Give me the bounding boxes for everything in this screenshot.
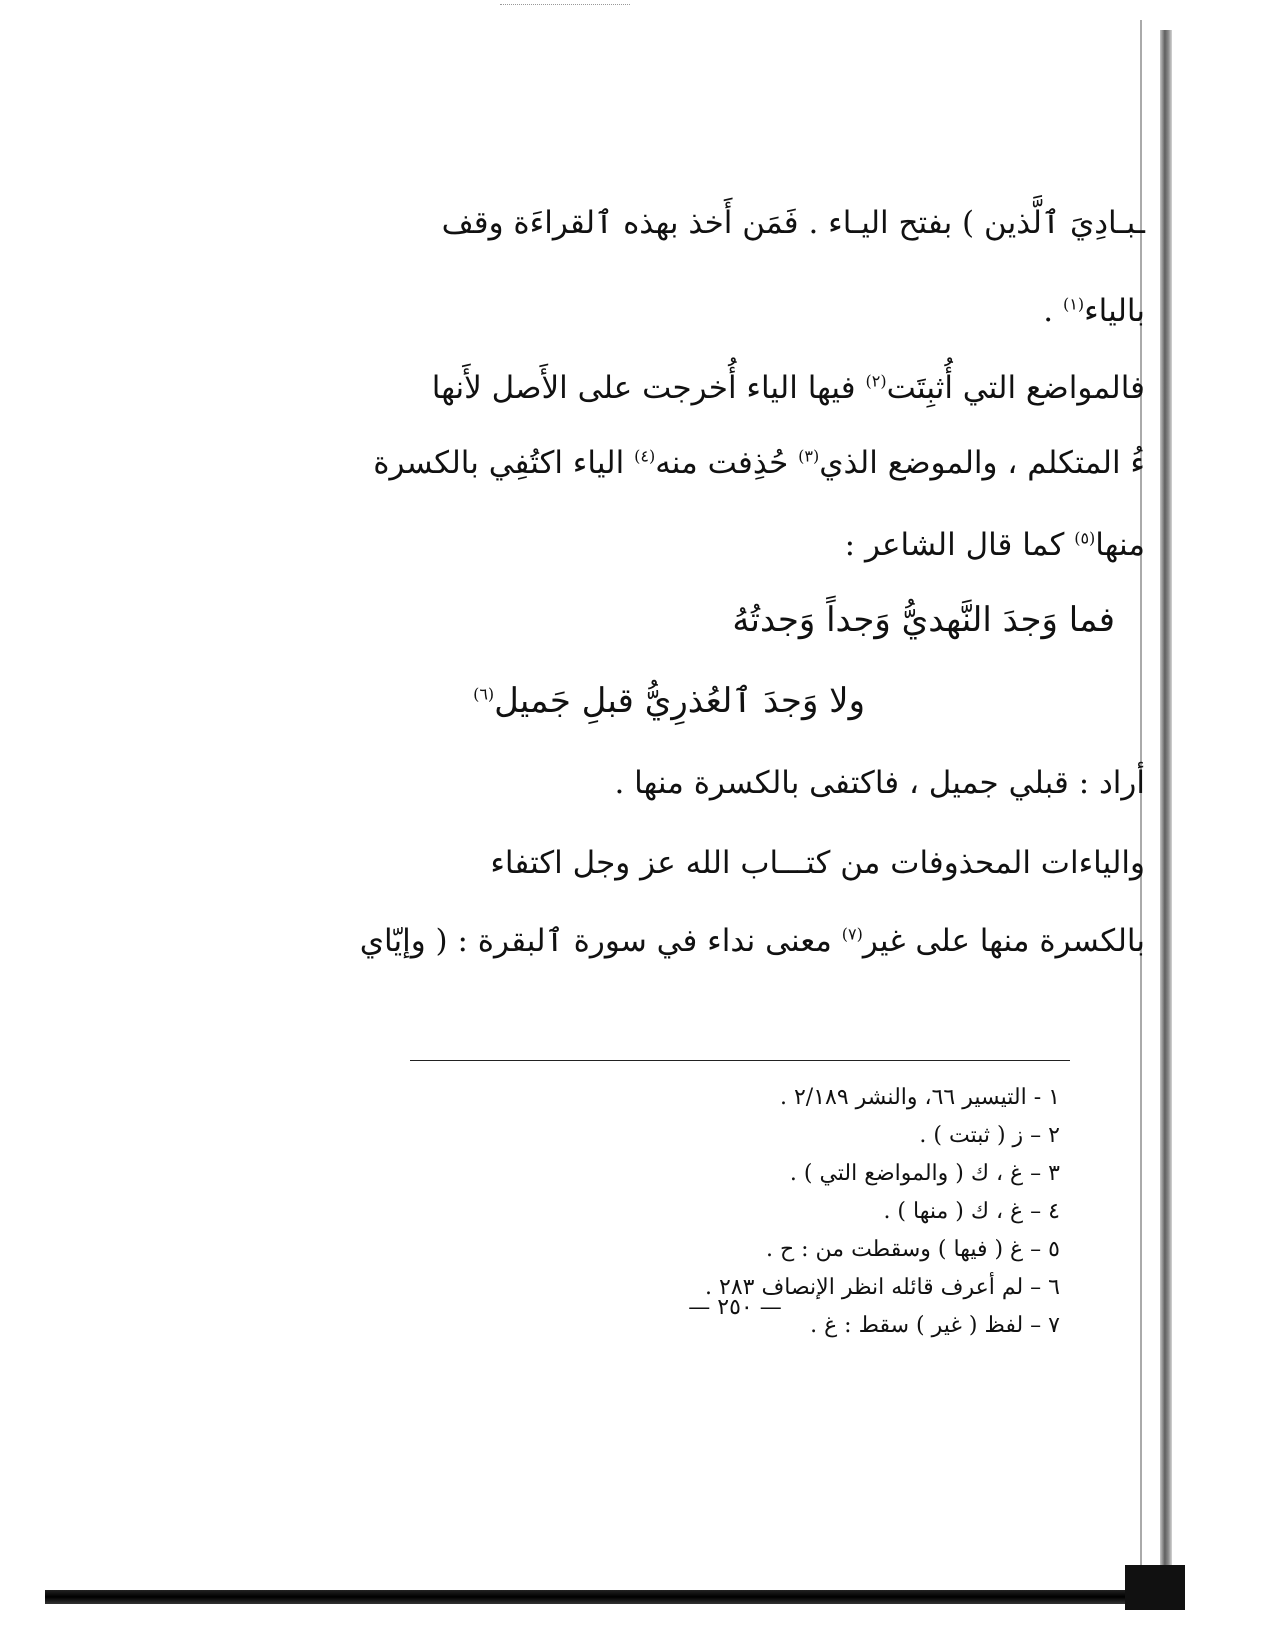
footnote-6: ٦ – لم أعرف قائله انظر الإنصاف ٢٨٣ . — [705, 1275, 1060, 1300]
text-line-6 — [614, 765, 1145, 801]
text-segment: ولا وَجدَ ٱلعُذرِيُّ قبلِ جَميل — [494, 681, 865, 721]
footnote-ref-3: (٣) — [798, 446, 820, 466]
text-segment: بالكسرة منها على غير — [862, 923, 1145, 959]
binding-edge — [1160, 30, 1172, 1590]
poem-verse-1-text: فما وَجدَ النَّهديُّ وَجداً وَجدتُهُ — [732, 600, 1115, 640]
text-segment: ء — [1084, 293, 1099, 329]
text-segment: منها — [1095, 527, 1145, 563]
poem-verse-1 — [732, 600, 1115, 640]
footnote-ref-1: (١) — [1063, 294, 1085, 314]
footnote-ref-2: (٢) — [865, 371, 887, 391]
text-line-6-content: أراد : قبلي جميل ، فاكتفى بالكسرة منها . — [614, 765, 1145, 801]
footnote-1: ١ - التيسير ٦٦، والنشر ٢/١٨٩ . — [779, 1085, 1060, 1110]
footnote-ref-4: (٤) — [634, 446, 656, 466]
text-line-3 — [432, 370, 1145, 406]
binding-edge-line — [1140, 20, 1142, 1600]
footnote-ref-7: (٧) — [841, 924, 863, 944]
binding-bottom-bar — [45, 1590, 1165, 1604]
text-line-1 — [442, 205, 1145, 241]
text-line-8 — [360, 923, 1145, 959]
text-segment: ءُ المتكلم ، والموضع الذي — [819, 445, 1145, 481]
binding-corner — [1125, 1565, 1185, 1610]
text-segment: . — [1043, 293, 1063, 329]
scan-top-mark — [500, 4, 630, 7]
page-number: — ٢٥٠ — — [688, 1295, 782, 1320]
text-segment: الياء اكتُفِي بالكسرة — [373, 445, 635, 481]
text-segment: باليا — [1098, 293, 1145, 329]
footnote-7: ٧ – لفظ ( غير ) سقط : غ . — [810, 1313, 1060, 1338]
text-line-1-content: ـبـادِيَ ٱلَّذين ) بفتح اليـاء . فَمَن أَخذ بهذه ٱلقراءَة وقف — [441, 205, 1145, 241]
footnote-ref-5: (٥) — [1074, 528, 1096, 548]
text-line-7 — [490, 845, 1145, 881]
text-segment: فالمواضع التي أُثبِتَت — [886, 370, 1145, 406]
footnote-5: ٥ – غ ( فيها ) وسقطت من : ح . — [765, 1237, 1060, 1262]
footnote-separator — [410, 1060, 1070, 1061]
text-segment: فيها الياء أُخرجت على الأَصل لأَنها — [431, 370, 866, 406]
footnote-3: ٣ – غ ، ك ( والمواضع التي ) . — [789, 1161, 1060, 1186]
footnote-ref-6: (٦) — [473, 684, 495, 704]
text-line-4 — [373, 445, 1145, 481]
text-segment: حُذِفت منه — [655, 445, 799, 481]
text-segment: معنى نداء في سورة ٱلبقرة : ( وإيّاي — [359, 923, 842, 959]
text-line-5 — [845, 527, 1145, 563]
text-line-2 — [1043, 293, 1145, 329]
poem-verse-2 — [473, 680, 865, 721]
footnote-4: ٤ – غ ، ك ( منها ) . — [883, 1199, 1060, 1224]
footnote-2: ٢ – ز ( ثبتت ) . — [919, 1123, 1060, 1148]
text-segment: كما قال الشاعر : — [844, 527, 1075, 563]
text-line-7-content: والياءات المحذوفات من كتـــاب الله عز وجل اكتفاء — [490, 845, 1145, 881]
